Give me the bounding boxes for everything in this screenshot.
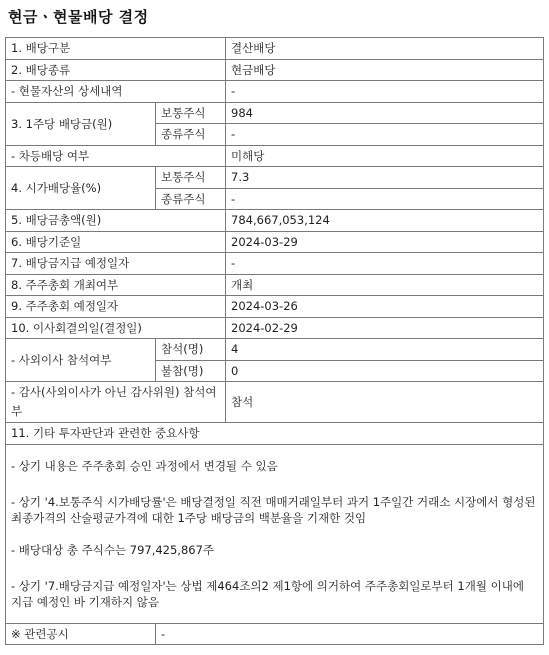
row-value: 미해당 [226,145,544,167]
row-label: 5. 배당금총액(원) [6,210,226,232]
row-value: 984 [226,102,544,124]
row-label: 8. 주주총회 개최여부 [6,274,226,296]
table-row [6,623,544,645]
note-item: - 상기 '7.배당금지급 예정일자'는 상법 제464조의2 제1항에 의거하여 주주총회일로부터 1개월 이내에 지급 예정인 바 기재하지 않음 [11,578,524,609]
sub-label: 종류주식 [156,124,226,146]
row-label: ※ 관련공시 [6,623,156,645]
note-item: - 상기 내용은 주주총회 승인 과정에서 변경될 수 있음 [11,458,278,473]
table-row [6,339,544,361]
table-row [6,59,544,81]
row-label: 9. 주주총회 예정일자 [6,296,226,318]
table-row [6,102,544,124]
row-value: - [226,188,544,210]
table-row [6,210,544,232]
row-value: 개최 [226,274,544,296]
table-row [6,296,544,318]
sub-label: 불참(명) [156,360,226,382]
table-row [6,38,544,60]
notes-row [6,444,544,623]
sub-label: 보통주식 [156,102,226,124]
row-value: 결산배당 [226,38,544,60]
disclosure-table [5,37,544,645]
row-label: 11. 기타 투자판단과 관련한 중요사항 [6,423,544,445]
row-label: 3. 1주당 배당금(원) [6,102,156,145]
row-value: 4 [226,339,544,361]
table-row [6,167,544,189]
row-value: 2024-03-29 [226,231,544,253]
table-row [6,382,544,423]
page-title: 현금ㆍ현물배당 결정 [8,8,149,26]
row-value: 참석 [226,382,544,423]
note-item: - 상기 '4.보통주식 시가배당률'은 배당결정일 직전 매매거래일부터 과거 1주일간 거래소 시장에서 형성된 최종가격의 산술평균가격에 대한 1주당 배당금의 백분율을 기재한 것임 [11,494,536,525]
row-label: 6. 배당기준일 [6,231,226,253]
row-value: - [156,623,544,645]
row-label: - 감사(사외이사가 아닌 감사위원) 참석여부 [6,382,226,423]
row-value: - [226,124,544,146]
row-value: 0 [226,360,544,382]
sub-label: 보통주식 [156,167,226,189]
note-item: - 배당대상 총 주식수는 797,425,867주 [11,542,215,557]
sub-label: 종류주식 [156,188,226,210]
table-row [6,423,544,445]
row-label: 1. 배당구분 [6,38,226,60]
row-value: 7.3 [226,167,544,189]
row-label: - 사외이사 참석여부 [6,339,156,382]
row-value: 2024-02-29 [226,317,544,339]
table-row [6,253,544,275]
table-row [6,145,544,167]
table-row [6,274,544,296]
row-value: 784,667,053,124 [226,210,544,232]
row-label: - 차등배당 여부 [6,145,226,167]
table-row [6,231,544,253]
notes-cell [6,444,544,623]
table-row [6,317,544,339]
row-label: 4. 시가배당율(%) [6,167,156,210]
row-value: 현금배당 [226,59,544,81]
row-label: 7. 배당금지급 예정일자 [6,253,226,275]
row-value: - [226,81,544,103]
row-label: 10. 이사회결의일(결정일) [6,317,226,339]
row-value: 2024-03-26 [226,296,544,318]
row-label: - 현물자산의 상세내역 [6,81,226,103]
row-label: 2. 배당종류 [6,59,226,81]
sub-label: 참석(명) [156,339,226,361]
row-value: - [226,253,544,275]
table-row [6,81,544,103]
